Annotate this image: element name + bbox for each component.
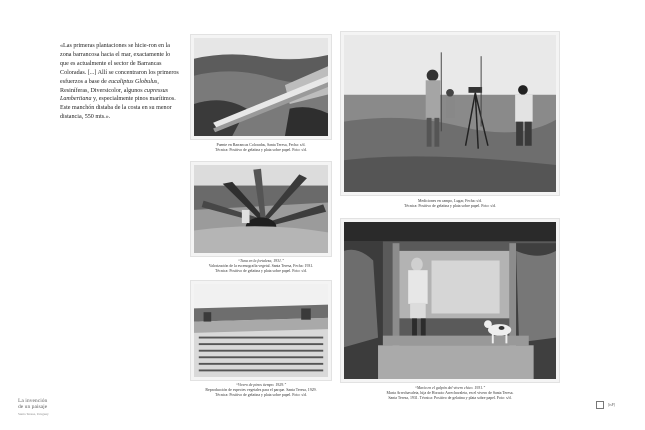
caption-tuna-fortaleza bbox=[191, 259, 331, 275]
caption-field-measurement bbox=[341, 199, 559, 209]
book-title bbox=[18, 398, 49, 417]
caption-title: “Vivero de pinos tiempo. 1929.” bbox=[235, 383, 287, 387]
caption-line: Mediciones en campo, Lugar, Fecha: s/d. bbox=[417, 199, 483, 203]
caption-title: “María en el galpón del vivero chico. 1931.” bbox=[414, 386, 486, 390]
caption-line: Valorización de la escenografía vegetal. Santa Teresa, Fecha: 1931. bbox=[208, 264, 314, 269]
bridge-photo-image bbox=[194, 38, 328, 136]
photo-bridge bbox=[191, 35, 331, 139]
photo-tuna-fortaleza bbox=[191, 162, 331, 256]
vivero-photo-image bbox=[194, 284, 328, 377]
field-photo-image bbox=[344, 35, 556, 192]
quote-part: «Las primeras plantaciones se hicie-ron en la zona barrancosa hacia el mar, exactamente lo que es actualmente el sector de Barrancas Coloradas. [...] Allí se concentraron los primeros esfuerzos a base de bbox=[60, 43, 179, 85]
quote-italic: eucaliptus Globulus bbox=[108, 78, 158, 85]
caption-line: Técnica: Positivo de gelatina y plata sobre papel. Foto: s/d. bbox=[215, 148, 307, 153]
caption-line: Puente en Barrancas Coloradas, Santa Teresa, Fecha: s/d. bbox=[216, 143, 306, 147]
book-title-line: de un paisaje bbox=[18, 404, 48, 411]
caption-title: “Tuna en la fortaleza, 1931.” bbox=[237, 259, 285, 263]
book-title-line: La invención bbox=[18, 398, 48, 404]
tuna-photo-image bbox=[194, 165, 328, 253]
photo-vivero-pinos bbox=[191, 281, 331, 380]
quote-part: y, especialmente pinos marítimos. Este manchón distaba de la costa en su menor distancia, 550 mts.». bbox=[60, 96, 176, 121]
photo-maria-galpon bbox=[341, 219, 559, 382]
logo-text: [isP] bbox=[608, 403, 615, 407]
caption-line: Técnica: Positivo de gelatina y plata sobre papel. Foto: s/d. bbox=[215, 393, 307, 398]
quote-text bbox=[60, 42, 180, 122]
book-subtitle: Santa Teresa, Uruguay bbox=[18, 411, 49, 416]
caption-line: Técnica: Positivo de gelatina y plata sobre papel. Foto: s/d. bbox=[404, 204, 496, 209]
photo-field-measurement bbox=[341, 32, 559, 195]
footer-logos bbox=[596, 401, 615, 409]
caption-vivero-pinos bbox=[191, 383, 331, 399]
caption-maria-galpon bbox=[341, 386, 559, 402]
caption-line: Reproducción de especies vegetales para el parque. Santa Teresa, 1929. bbox=[205, 388, 317, 393]
galpon-photo-image bbox=[344, 222, 556, 379]
institution-logo-icon bbox=[596, 401, 604, 409]
caption-line: Marta Arrechavaleta, hija de Horacio Arrechavaleta, en el vivero de Santa Teresa. bbox=[386, 391, 514, 396]
quote-part: , Resiníferas, Diversicolor, algunos bbox=[60, 78, 159, 94]
caption-line: Santa Teresa, 1931. Técnica: Positivo de gelatina y plata sobre papel. Foto: s/d. bbox=[388, 396, 512, 401]
quote-italic: cupressus Lambertiana bbox=[60, 87, 169, 103]
caption-bridge bbox=[191, 143, 331, 153]
caption-line: Técnica: Positivo de gelatina y plata sobre papel. Foto: s/d. bbox=[215, 269, 307, 274]
